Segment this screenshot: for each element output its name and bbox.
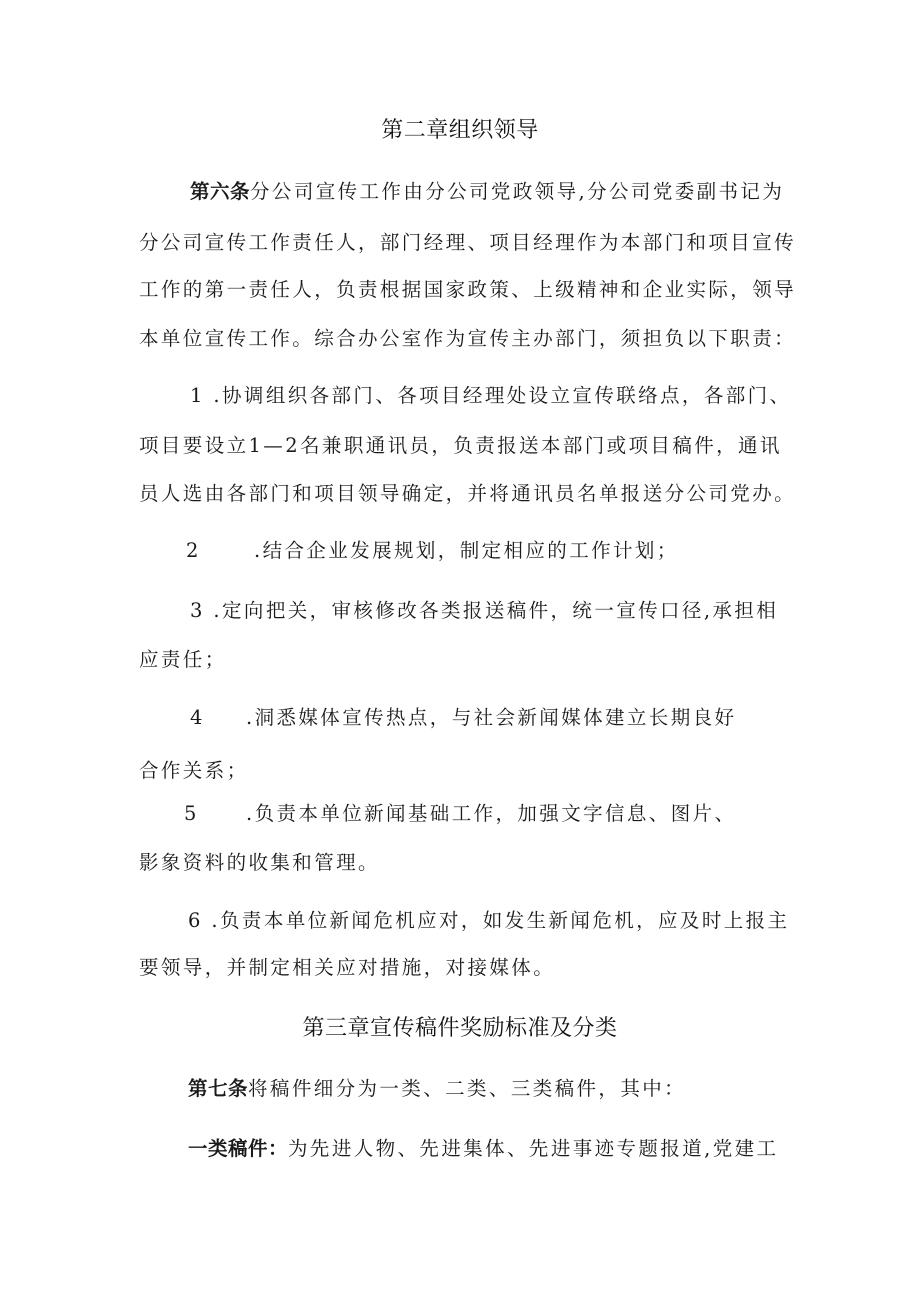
duty-1-text-1: .协调组织各部门、各项目经理处设立宣传联络点，各部门、 <box>213 384 792 407</box>
class-1-line <box>188 1136 778 1162</box>
duty-5-line-2: 影象资料的收集和管理。 <box>139 851 380 874</box>
duty-1-line-2: 项目要设立1—2名兼职通讯员，负责报送本部门或项目稿件，通讯 <box>139 434 782 457</box>
duty-6-number: 6 <box>188 909 203 932</box>
duty-2-text: .结合企业发展规划，制定相应的工作计划； <box>254 539 679 562</box>
duty-5-line-1 <box>184 801 736 827</box>
article-7-line <box>188 1076 686 1102</box>
duty-4-text-1: .洞悉媒体宣传热点，与社会新闻媒体建立长期良好 <box>246 706 737 729</box>
duty-3-number: 3 <box>190 599 205 622</box>
duty-6-line-2: 要领导，并制定相关应对措施，对接媒体。 <box>139 956 556 979</box>
duty-3-text-1: .定向把关，审核修改各类报送稿件，统一宣传口径,承担相 <box>213 599 779 622</box>
article-6-line-1 <box>190 179 784 205</box>
article-6-label: 第六条 <box>190 180 251 203</box>
duty-1-line-3: 员人选由各部门和项目领导确定，并将通讯员名单报送分公司党办。 <box>139 482 797 505</box>
chapter-2-heading: 第二章组织领导 <box>381 118 539 143</box>
duty-1-line-1 <box>190 383 791 409</box>
duty-3-line-2: 应责任； <box>139 648 227 671</box>
article-6-line-4: 本单位宣传工作。综合办公室作为宣传主办部门，须担负以下职责： <box>139 327 797 350</box>
duty-6-text-1: .负责本单位新闻危机应对，如发生新闻危机，应及时上报主 <box>211 909 790 932</box>
article-7-label: 第七条 <box>188 1077 249 1100</box>
article-6-text-1: 分公司宣传工作由分公司党政领导,分公司党委副书记为 <box>250 180 785 203</box>
duty-2-number: 2 <box>186 539 201 562</box>
duty-5-number: 5 <box>184 802 199 825</box>
class-1-label: 一类稿件： <box>188 1137 289 1160</box>
duty-4-line-2: 合作关系； <box>139 759 249 782</box>
article-6-line-2: 分公司宣传工作责任人，部门经理、项目经理作为本部门和项目宣传 <box>139 231 797 254</box>
duty-2-line-1 <box>186 538 679 564</box>
chapter-3-heading: 第三章宣传稿件奖励标准及分类 <box>302 1016 618 1041</box>
duty-4-number: 4 <box>190 706 205 729</box>
duty-3-line-1 <box>190 598 778 624</box>
article-6-line-3: 工作的第一责任人，负责根据国家政策、上级精神和企业实际，领导 <box>139 278 797 301</box>
duty-1-number: 1 <box>190 384 205 407</box>
class-1-text: 为先进人物、先进集体、先进事迹专题报道,党建工 <box>288 1137 779 1160</box>
duty-4-line-1 <box>190 705 736 731</box>
duty-6-line-1 <box>188 908 789 934</box>
duty-5-text-1: .负责本单位新闻基础工作，加强文字信息、图片、 <box>246 802 737 825</box>
article-7-text: 将稿件细分为一类、二类、三类稿件，其中： <box>248 1077 687 1100</box>
